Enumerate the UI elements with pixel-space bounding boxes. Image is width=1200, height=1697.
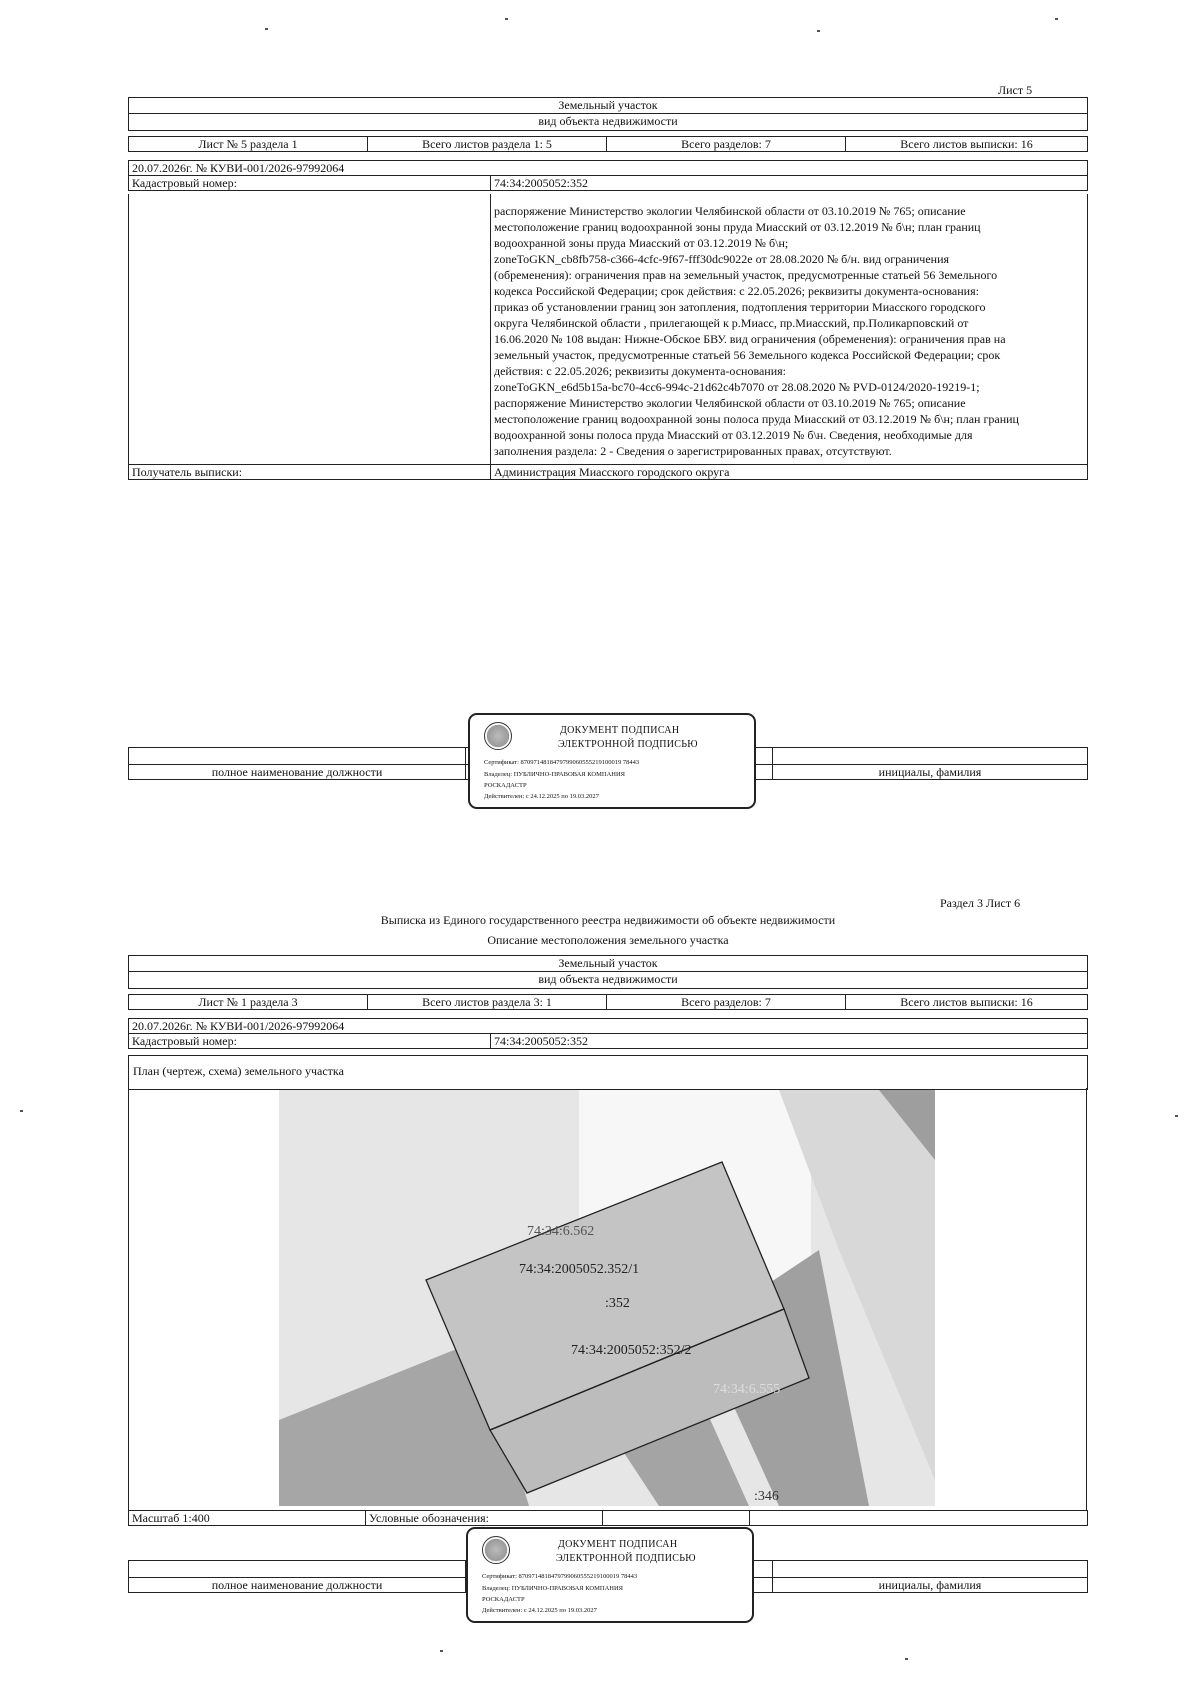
text-line: местоположение границ водоохранной зоны пруда Миасский от 03.12.2019 № б\н; план границ	[494, 220, 981, 234]
sheet-info-row	[128, 136, 1088, 152]
emblem-icon	[482, 1536, 510, 1564]
stamp-valid: Действителен: с 24.12.2025 по 19.03.2027	[484, 793, 599, 800]
initials-label: инициалы, фамилия	[773, 1578, 1088, 1593]
stamp-valid: Действителен: с 24.12.2025 по 19.03.2027	[482, 1607, 597, 1614]
section-sheet-number: Раздел 3 Лист 6	[940, 896, 1021, 910]
sheet-info-row-2	[128, 994, 1088, 1010]
legend-label: Условные обозначения:	[366, 1511, 603, 1526]
object-header-box	[128, 97, 1088, 131]
extract-subtitle: Описание местоположения земельного участка	[487, 933, 729, 947]
scan-speck	[265, 28, 268, 30]
e-signature-stamp-2	[466, 1527, 754, 1623]
sections-cell: Всего разделов: 7	[607, 995, 846, 1010]
text-line: водоохранной зоны пруда Миасский от 03.12.2019 № б\н;	[494, 236, 789, 250]
section-sheets-cell: Всего листов раздела 3: 1	[368, 995, 607, 1010]
date-number: 20.07.2026г. № КУВИ-001/2026-97992064	[129, 1019, 1088, 1034]
e-signature-stamp	[468, 713, 756, 809]
scan-speck	[1175, 1115, 1178, 1117]
restrictions-text	[494, 203, 1084, 459]
sections-cell: Всего разделов: 7	[607, 137, 846, 152]
cadastral-value: 74:34:2005052:352	[491, 1034, 1088, 1049]
map-label-part2: 74:34:2005052:352/2	[571, 1343, 692, 1358]
cadastral-value: 74:34:2005052:352	[491, 176, 1088, 191]
text-line: распоряжение Министерство экологии Челябинской области от 03.10.2019 № 765; описание	[494, 204, 966, 218]
text-line: zoneToGKN_e6d5b15a-bc70-4cc6-994c-21d62c4b7070 от 28.08.2020 № PVD-0124/2020-19219-1;	[494, 380, 980, 394]
middle-border	[490, 194, 491, 464]
stamp-owner2: РОСКАДАСТР	[484, 782, 527, 789]
scale-label: Масштаб 1:400	[129, 1511, 366, 1526]
emblem-icon	[484, 722, 512, 750]
stamp-line2: ЭЛЕКТРОННОЙ ПОДПИСЬЮ	[556, 1553, 696, 1564]
plan-header-box	[128, 1055, 1088, 1090]
scan-speck	[817, 30, 820, 32]
text-line: кодекса Российской Федерации; срок действия: с 22.05.2026; реквизиты документа-основания:	[494, 284, 979, 298]
text-line: водоохранной зоны полоса пруда Миасский от 03.12.2019 № б\н. Сведения, необходимые для	[494, 428, 973, 442]
sheet-number: Лист 5	[998, 83, 1033, 97]
left-border	[128, 194, 129, 464]
scale-legend-row	[128, 1510, 1088, 1526]
stamp-owner: Владелец: ПУБЛИЧНО-ПРАВОВАЯ КОМПАНИЯ	[482, 1585, 623, 1592]
plan-left-border	[128, 1088, 129, 1510]
parcel-map-drawing	[279, 1090, 935, 1506]
map-label-neighbor: :346	[754, 1489, 779, 1504]
stamp-certificate: Сертификат: 8709714818479799060555219100019 78443	[482, 1573, 638, 1580]
map-label-upper: 74:34:6.562	[527, 1224, 595, 1239]
map-label-lower: 74:34:6.555	[713, 1382, 781, 1397]
object-name: Земельный участок	[129, 98, 1087, 114]
stamp-owner2: РОСКАДАСТР	[482, 1596, 525, 1603]
text-line: приказ об установлении границ зон затопления, подтопления территории Миасского городского	[494, 300, 986, 314]
section-sheets-cell: Всего листов раздела 1: 5	[368, 137, 607, 152]
stamp-line1: ДОКУМЕНТ ПОДПИСАН	[560, 725, 680, 736]
text-line: действия: с 22.05.2026; реквизиты документа-основания:	[494, 364, 786, 378]
text-line: местоположение границ водоохранной зоны полоса пруда Миасский от 03.12.2019 № б\н; план границ	[494, 412, 1019, 426]
map-label-parcel: :352	[605, 1296, 630, 1311]
text-line: округа Челябинской области , прилегающей к р.Миасс, пр.Миасский, пр.Поликарповский от	[494, 316, 969, 330]
stamp-line2: ЭЛЕКТРОННОЙ ПОДПИСЬЮ	[558, 739, 698, 750]
recipient-row	[128, 464, 1088, 480]
scan-speck	[505, 18, 508, 20]
right-border	[1087, 194, 1088, 464]
text-line: распоряжение Министерство экологии Челябинской области от 03.10.2019 № 765; описание	[494, 396, 966, 410]
object-type: вид объекта недвижимости	[538, 114, 678, 128]
sheet-cell: Лист № 5 раздела 1	[129, 137, 368, 152]
scan-speck	[20, 1110, 23, 1112]
text-line: zoneToGKN_cb8fb758-c366-4cfc-9f67-fff30dc9022e от 28.08.2020 № б/н. вид ограничения	[494, 252, 950, 266]
plan-right-border	[1086, 1088, 1087, 1510]
cadastral-table-2	[128, 1018, 1088, 1049]
sheet-cell: Лист № 1 раздела 3	[129, 995, 368, 1010]
cadastral-table	[128, 160, 1088, 191]
parcel-map	[279, 1090, 935, 1506]
recipient-label: Получатель выписки:	[129, 465, 491, 480]
cadastral-label: Кадастровый номер:	[129, 176, 491, 191]
object-name: Земельный участок	[129, 956, 1087, 972]
text-line: заполнения раздела: 2 - Сведения о зарегистрированных правах, отсутствуют.	[494, 444, 892, 458]
scan-speck	[905, 1658, 908, 1660]
stamp-certificate: Сертификат: 8709714818479799060555219100019 78443	[484, 759, 640, 766]
text-line: (обременения): ограничения прав на земельный участок, предусмотренные статьей 56 Земельного	[494, 268, 998, 282]
stamp-line1: ДОКУМЕНТ ПОДПИСАН	[558, 1539, 678, 1550]
scan-speck	[1055, 18, 1058, 20]
object-type: вид объекта недвижимости	[538, 972, 678, 986]
date-number: 20.07.2026г. № КУВИ-001/2026-97992064	[129, 161, 1088, 176]
text-line: 16.06.2020 № 108 выдан: Нижне-Обское БВУ. вид ограничения (обременения): ограничения прав на	[494, 332, 1006, 346]
plan-label: План (чертеж, схема) земельного участка	[133, 1064, 344, 1078]
scan-speck	[440, 1650, 443, 1652]
map-label-part1: 74:34:2005052.352/1	[519, 1262, 640, 1277]
total-sheets-cell: Всего листов выписки: 16	[846, 995, 1088, 1010]
total-sheets-cell: Всего листов выписки: 16	[846, 137, 1088, 152]
recipient-value: Администрация Миасского городского округа	[491, 465, 1088, 480]
cadastral-label: Кадастровый номер:	[129, 1034, 491, 1049]
object-header-box-2	[128, 955, 1088, 989]
position-label: полное наименование должности	[129, 765, 466, 780]
initials-label: инициалы, фамилия	[773, 765, 1088, 780]
stamp-owner: Владелец: ПУБЛИЧНО-ПРАВОВАЯ КОМПАНИЯ	[484, 771, 625, 778]
text-line: земельный участок, предусмотренные статьей 56 Земельного кодекса Российской Федерации; срок	[494, 348, 1001, 362]
extract-title: Выписка из Единого государственного реестра недвижимости об объекте недвижимости	[380, 913, 836, 927]
position-label: полное наименование должности	[129, 1578, 466, 1593]
